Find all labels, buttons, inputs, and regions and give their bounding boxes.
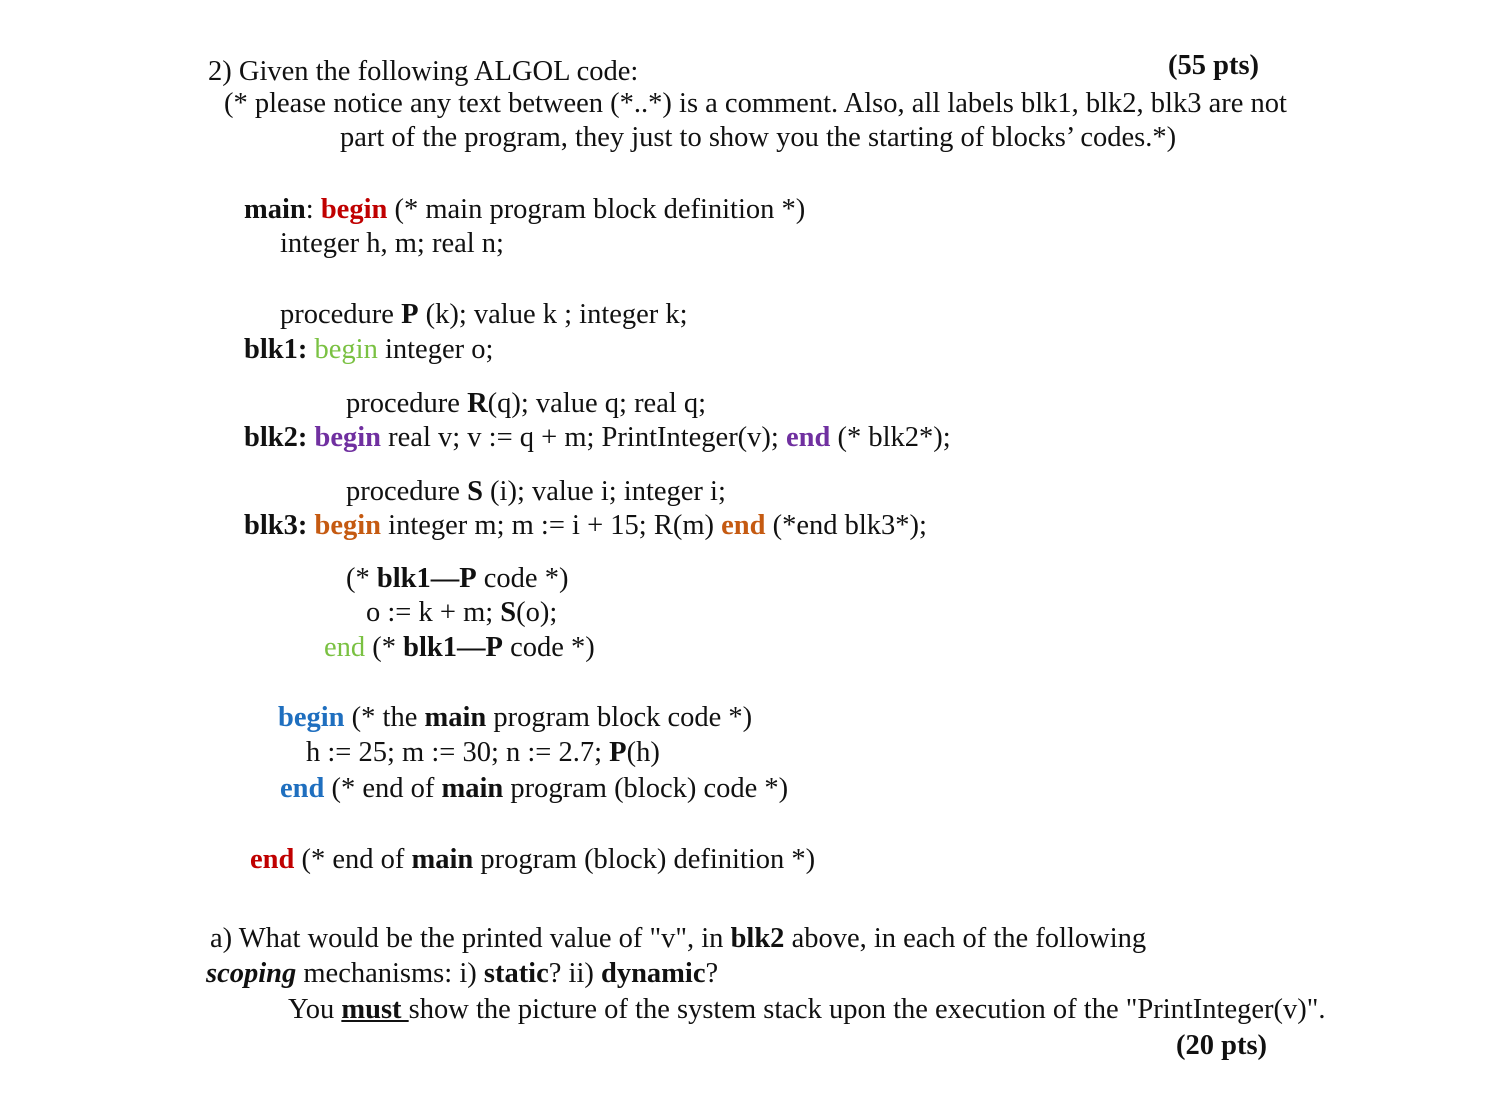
part-a-line3: You must show the picture of the system stack upon the execution of the "PrintInteger(v)". bbox=[288, 994, 1326, 1025]
code-line-main-body: h := 25; m := 30; n := 2.7; P(h) bbox=[306, 737, 660, 768]
code-line-blk2: blk2: begin real v; v := q + m; PrintInteger(v); end (* blk2*); bbox=[244, 422, 951, 453]
code-line-main-begin: main: begin (* main program block definition *) bbox=[244, 194, 806, 225]
code-line-procedure-s: procedure S (i); value i; integer i; bbox=[346, 476, 726, 507]
code-line-main-code-end: end (* end of main program (block) code *) bbox=[280, 773, 789, 804]
question-points: (55 pts) bbox=[1168, 50, 1260, 81]
question-note-line1: (* please notice any text between (*..*) is a comment. Also, all labels blk1, blk2, blk3 are not bbox=[224, 88, 1287, 119]
part-a-line1: a) What would be the printed value of "v", in blk2 above, in each of the following bbox=[210, 923, 1147, 954]
code-line-blk1-end: end (* blk1—P code *) bbox=[324, 632, 595, 663]
code-line-procedure-r: procedure R(q); value q; real q; bbox=[346, 388, 707, 419]
part-a-points: (20 pts) bbox=[1176, 1030, 1268, 1061]
question-note-line2: part of the program, they just to show you the starting of blocks’ codes.*) bbox=[340, 122, 1177, 153]
code-line-main-code-begin: begin (* the main program block code *) bbox=[278, 702, 753, 733]
code-line-procedure-p: procedure P (k); value k ; integer k; bbox=[280, 299, 688, 330]
code-line-blk1: blk1: begin integer o; bbox=[244, 334, 494, 365]
code-line-blk3: blk3: begin integer m; m := i + 15; R(m) end (*end blk3*); bbox=[244, 510, 927, 541]
code-line-main-end: end (* end of main program (block) definition *) bbox=[250, 844, 816, 875]
part-a-line2: scoping mechanisms: i) static? ii) dynamic? bbox=[206, 958, 719, 989]
code-line-blk1-body: o := k + m; S(o); bbox=[366, 597, 558, 628]
question-title: 2) Given the following ALGOL code: bbox=[208, 56, 639, 87]
code-line-declarations: integer h, m; real n; bbox=[280, 228, 504, 259]
code-line-blk1-p-comment: (* blk1—P code *) bbox=[346, 563, 569, 594]
